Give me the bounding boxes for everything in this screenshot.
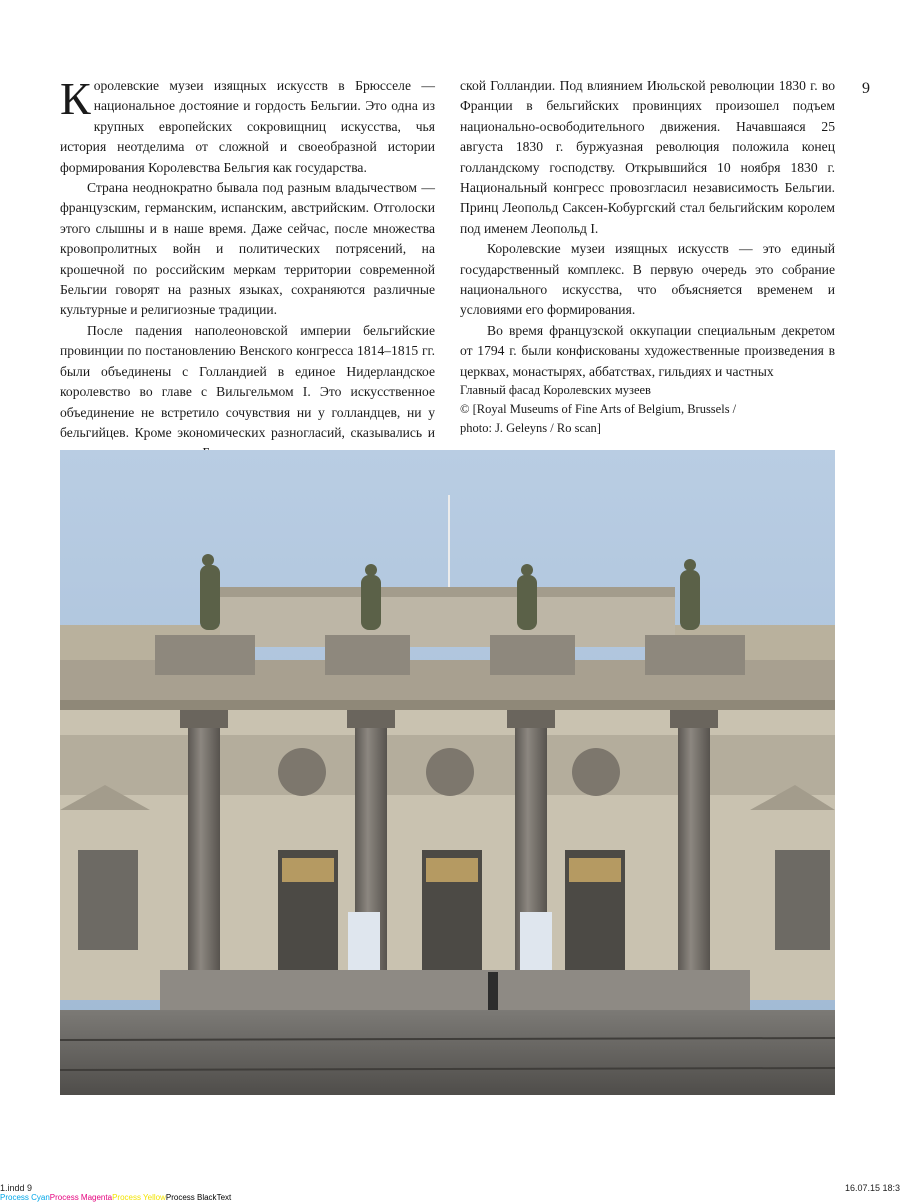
photo-caption [460,381,840,438]
street [60,1010,835,1095]
drop-cap: К [60,73,91,124]
page-number: 9 [862,80,870,97]
paragraph: ской Голландии. Под влиянием Июльской революции 1830 г. во Франции в бельгийских провинциях произошел подъем национально-освободительного движения. Начавшаяся 25 августа 1830 г. буржуазная революция положила конец голландскому господству. Открывшийся 10 ноября 1830 г. Национальный конгресс провозгласил независимость Бельгии. Принц Леопольд Саксен-Кобургский стал бельгийским королем под именем Леопольд I. [460,78,835,236]
separation-label: Process Yellow [112,1193,166,1202]
separation-label: Process Magenta [49,1193,113,1202]
paragraph: Страна неоднократно бывала под разным владычеством — французским, германским, испанским, австрийским. Отголоски этого слышны и в наше время. Даже сейчас, после множества кровопролитных войн и политических потрясений, на крошечной по российским меркам территории современной Бельгии говорят на разных языках, сохраняются различные культурные и религиозные традиции. [60,180,435,318]
separation-label: Process Black [165,1193,217,1202]
paragraph: Королевские музеи изящных искусств — это единый государственный комплекс. В первую очередь это собрание национального искусства, что объясняется временем и условиями его формирования. [460,241,835,318]
slug-date: 16.07.15 18:3 [845,1183,900,1193]
caption-credit: © [Royal Museums of Fine Arts of Belgium, Brussels / [460,402,737,416]
paragraph [60,73,435,178]
text-column-right [460,76,835,382]
pedestrian [488,972,498,1010]
slug-separations [0,1193,231,1202]
caption-title: Главный фасад Королевских музеев [460,383,651,397]
paragraph-text: оролевские музеи изящных искусств в Брюсселе — национальное достояние и гордость Бельгии. Это одна из крупных европейских сокровищниц искусства, чья история неотделима от сложной и своеобразной истории формирования Королевства Бельгия как государства. [60,78,435,175]
banner [520,912,552,980]
medallion [572,748,620,796]
separation-label: Text [216,1193,232,1202]
steps [160,970,750,1010]
medallion [426,748,474,796]
medallion [278,748,326,796]
separation-label: Process Cyan [0,1193,50,1202]
banner [348,912,380,980]
paragraph: После падения наполеоновской империи бельгийские провинции по постановлению Венского конгресса 1814–1815 гг. были объединены с Голландией в единое Нидерландское королевство во главе с Вильгельмом I. Это искусственное объединение не встретило сочувствия ни у голландцев, ни у бельгийцев. Кроме экономических разногласий, сказывались и [60,322,435,440]
paragraph: Во время французской оккупации специальным декретом от 1794 г. были конфискованы художественные произведения в церквах, монастырях, аббатствах, гильдиях и частных [460,322,835,379]
museum-facade-photo [60,450,835,1095]
text-column-left [60,73,435,484]
caption-credit-cont: photo: J. Geleyns / Ro scan] [460,421,601,435]
slug-file: 1.indd 9 [0,1183,33,1193]
